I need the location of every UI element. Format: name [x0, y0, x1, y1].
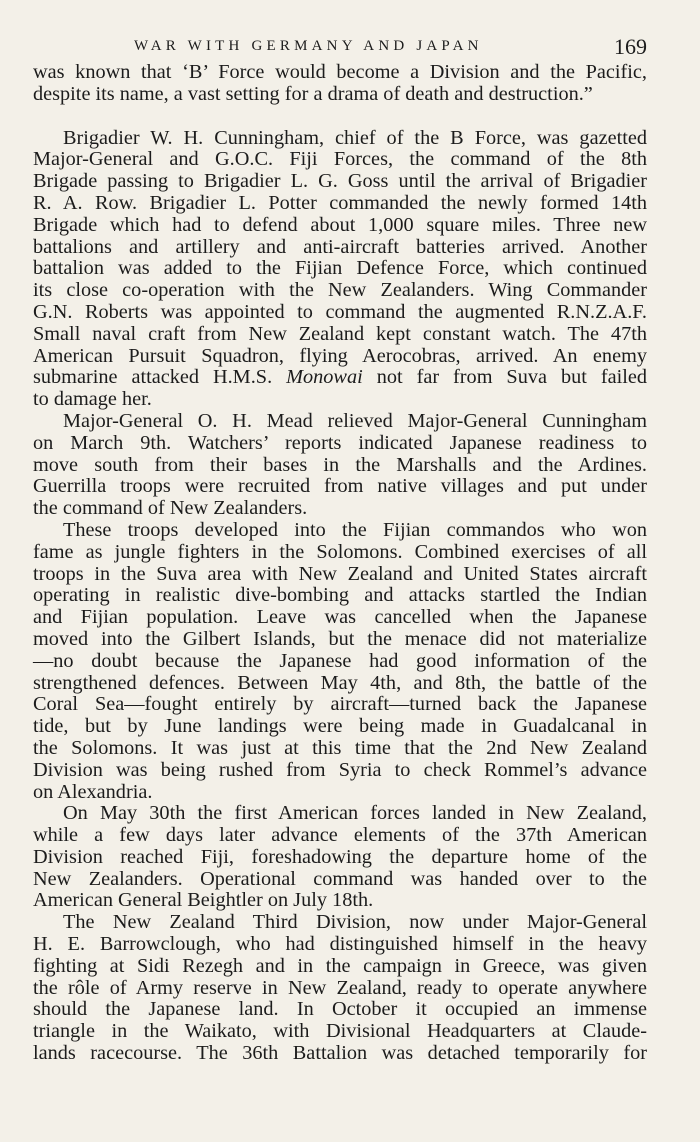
paragraph — [33, 520, 647, 803]
paragraph-gap — [33, 106, 647, 128]
text-line: on Alexandria. — [33, 780, 153, 803]
text-line: American General Beightler on July 18th. — [33, 889, 374, 912]
text-line: Brigade which had to defend about 1,000 square miles. Three new — [33, 213, 647, 236]
text-line: Coral Sea—fought entirely by aircraft—turned back the Japanese — [33, 693, 647, 716]
text-line: The New Zealand Third Division, now under Major-General — [63, 911, 647, 934]
text-line: Small naval craft from New Zealand kept constant watch. The 47th — [33, 322, 647, 345]
text-line: battalion was added to the Fijian Defence Force, which continued — [33, 257, 647, 280]
text-line: On May 30th the first American forces landed in New Zealand, — [63, 802, 647, 825]
body-text — [33, 62, 647, 1065]
text-line: moved into the Gilbert Islands, but the menace did not materialize — [33, 627, 647, 650]
ship-name: Monowai — [286, 366, 363, 389]
page-number: 169 — [614, 34, 647, 59]
text-line: operating in realistic dive-bombing and attacks startled the Indian — [33, 584, 647, 607]
text-line: triangle in the Waikato, with Divisional Headquarters at Claude- — [33, 1020, 647, 1043]
text-line: Guerrilla troops were recruited from native villages and put under — [33, 475, 647, 498]
text-line: on March 9th. Watchers’ reports indicated Japanese readiness to — [33, 431, 647, 454]
paragraph — [33, 912, 647, 1065]
text-line: was known that ‘B’ Force would become a Division and the Pacific, — [33, 61, 647, 83]
text-line: fighting at Sidi Rezegh and in the campaign in Greece, was given — [33, 954, 647, 977]
text-line: the rôle of Army reserve in New Zealand, ready to operate anywhere — [33, 976, 647, 999]
text-line: move south from their bases in the Marshalls and the Ardines. — [33, 453, 647, 476]
paragraph — [33, 62, 647, 106]
text-line: Division was being rushed from Syria to check Rommel’s advance — [33, 758, 647, 781]
running-head — [0, 34, 700, 62]
text-line: the command of New Zealanders. — [33, 497, 308, 520]
paragraph — [33, 803, 647, 912]
text-line: and Fijian population. Leave was cancelled when the Japanese — [33, 606, 647, 629]
text-line: the Solomons. It was just at this time that the 2nd New Zealand — [33, 736, 647, 759]
text-line: Major-General O. H. Mead relieved Major-General Cunningham — [63, 409, 647, 432]
text-line: despite its name, a vast setting for a drama of death and destruction.” — [33, 82, 593, 105]
paragraph — [33, 128, 647, 411]
text-line: while a few days later advance elements of the 37th American — [33, 824, 647, 847]
paragraph — [33, 411, 647, 520]
text-line: its close co-operation with the New Zealanders. Wing Commander — [33, 279, 647, 302]
text-line: Brigade passing to Brigadier L. G. Goss until the arrival of Brigadier — [33, 170, 647, 193]
text-line: H. E. Barrowclough, who had distinguished himself in the heavy — [33, 933, 647, 956]
text-line: G.N. Roberts was appointed to command the augmented R.N.Z.A.F. — [33, 300, 647, 323]
text-line: battalions and artillery and anti-aircraft batteries arrived. Another — [33, 235, 647, 258]
text-line: tide, but by June landings were being made in Guadalcanal in — [33, 715, 647, 738]
text-line: to damage her. — [33, 388, 152, 411]
running-title: WAR WITH GERMANY AND JAPAN — [134, 38, 483, 54]
text-line: submarine attacked H.M.S. Monowai not far from Suva but failed — [33, 366, 648, 389]
text-line: troops in the Suva area with New Zealand and United States aircraft — [33, 562, 647, 585]
text-line: fame as jungle fighters in the Solomons. Combined exercises of all — [33, 540, 647, 563]
text-line: should the Japanese land. In October it occupied an immense — [33, 998, 647, 1021]
text-line: Major-General and G.O.C. Fiji Forces, the command of the 8th — [33, 148, 647, 171]
text-line: Brigadier W. H. Cunningham, chief of the B Force, was gazetted — [63, 126, 647, 149]
text-line: lands racecourse. The 36th Battalion was detached temporarily for — [33, 1042, 647, 1065]
text-line: American Pursuit Squadron, flying Aerocobras, arrived. An enemy — [33, 344, 647, 367]
text-line: R. A. Row. Brigadier L. Potter commanded the newly formed 14th — [33, 191, 647, 214]
text-line: strengthened defences. Between May 4th, and 8th, the battle of the — [33, 671, 647, 694]
text-line: Division reached Fiji, foreshadowing the departure home of the — [33, 845, 647, 868]
text-line: These troops developed into the Fijian commandos who won — [63, 518, 647, 541]
text-line: New Zealanders. Operational command was handed over to the — [33, 867, 647, 890]
text-line: —no doubt because the Japanese had good information of the — [33, 649, 647, 672]
